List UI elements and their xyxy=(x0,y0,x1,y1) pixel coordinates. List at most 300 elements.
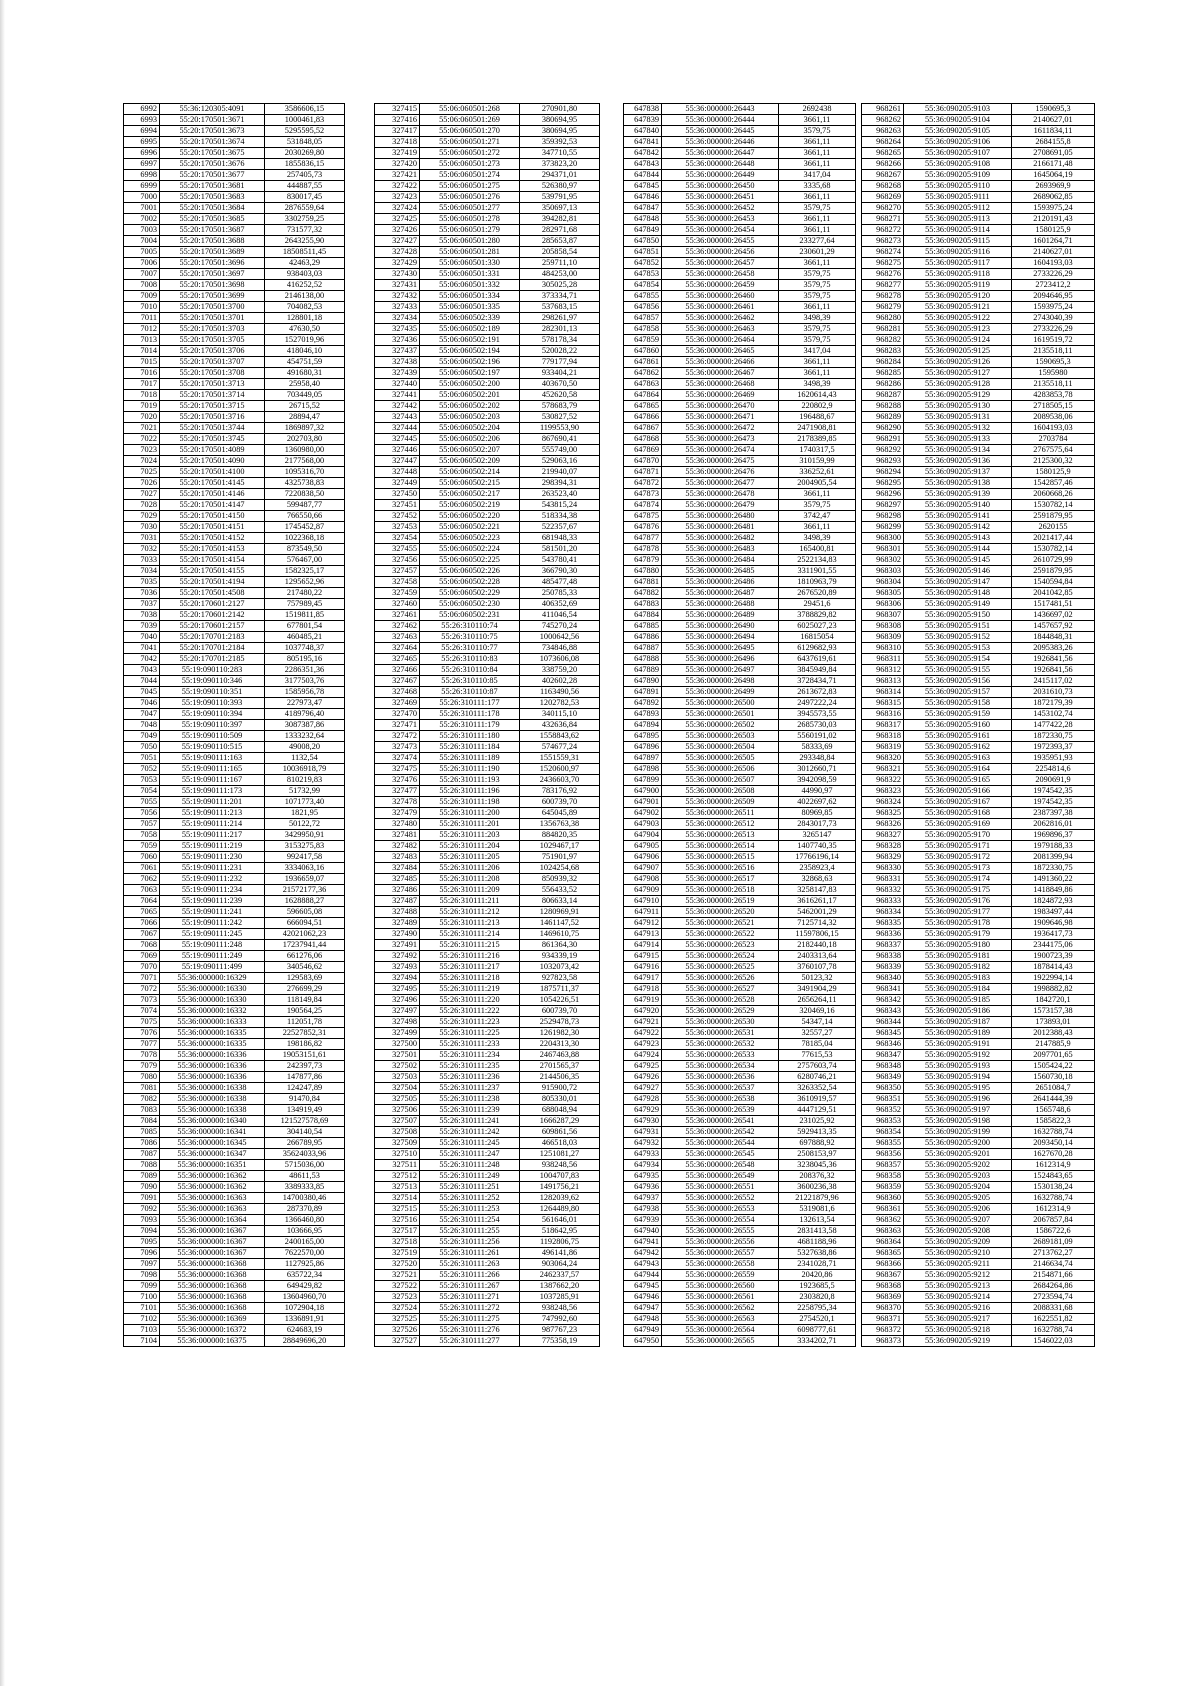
cadastral-number-cell: 55:06:060502:214 xyxy=(420,467,520,478)
row-number-cell: 647947 xyxy=(624,1303,662,1314)
row-number-cell: 968332 xyxy=(862,885,904,896)
cadastral-number-cell: 55:36:090205:9180 xyxy=(904,940,1012,951)
cadastral-number-cell: 55:36:090205:9194 xyxy=(904,1072,1012,1083)
row-number-cell: 7055 xyxy=(124,797,160,808)
table-row xyxy=(124,786,345,797)
cadastral-value-cell: 2591879,95 xyxy=(1012,566,1095,577)
cadastral-number-cell: 55:36:000000:16340 xyxy=(160,1116,265,1127)
cadastral-number-cell: 55:19:090110:351 xyxy=(160,687,265,698)
table-row xyxy=(624,280,856,291)
cadastral-value-cell: 2467463,88 xyxy=(520,1050,600,1061)
table-row xyxy=(624,478,856,489)
cadastral-value-cell: 373823,20 xyxy=(520,159,600,170)
cadastral-value-cell: 2012388,43 xyxy=(1012,1028,1095,1039)
cadastral-value-cell: 731577,32 xyxy=(265,225,345,236)
cadastral-number-cell: 55:36:000000:26455 xyxy=(662,236,779,247)
cadastral-value-cell: 42463,29 xyxy=(265,258,345,269)
row-number-cell: 327455 xyxy=(375,544,420,555)
cadastral-number-cell: 55:36:000000:26560 xyxy=(662,1281,779,1292)
row-number-cell: 968324 xyxy=(862,797,904,808)
row-number-cell: 7094 xyxy=(124,1226,160,1237)
cadastral-number-cell: 55:36:090205:9132 xyxy=(904,423,1012,434)
row-number-cell: 7058 xyxy=(124,830,160,841)
cadastral-value-cell: 1972393,37 xyxy=(1012,742,1095,753)
cadastral-number-cell: 55:36:000000:26517 xyxy=(662,874,779,885)
row-number-cell: 968329 xyxy=(862,852,904,863)
cadastral-value-cell: 3258147,83 xyxy=(779,885,856,896)
table-row xyxy=(375,555,600,566)
table-row xyxy=(862,808,1095,819)
cadastral-value-cell: 2147885,9 xyxy=(1012,1039,1095,1050)
cadastral-value-cell: 3263352,54 xyxy=(779,1083,856,1094)
table-row xyxy=(624,786,856,797)
cadastral-number-cell: 55:36:000000:26486 xyxy=(662,577,779,588)
cadastral-value-cell: 7622570,00 xyxy=(265,1248,345,1259)
cadastral-value-cell: 19053151,61 xyxy=(265,1050,345,1061)
table-row xyxy=(862,1094,1095,1105)
cadastral-value-cell: 2094646,95 xyxy=(1012,291,1095,302)
row-number-cell: 647925 xyxy=(624,1061,662,1072)
table-row xyxy=(375,907,600,918)
table-row xyxy=(375,335,600,346)
table-row xyxy=(124,1039,345,1050)
cadastral-value-cell: 2286351,36 xyxy=(265,665,345,676)
table-row xyxy=(124,566,345,577)
row-number-cell: 968343 xyxy=(862,1006,904,1017)
table-row xyxy=(124,1072,345,1083)
table-row xyxy=(624,269,856,280)
cadastral-value-cell: 2254814,6 xyxy=(1012,764,1095,775)
row-number-cell: 327504 xyxy=(375,1083,420,1094)
table-row xyxy=(124,698,345,709)
table-row xyxy=(862,291,1095,302)
cadastral-value-cell: 3586606,15 xyxy=(265,104,345,115)
table-row xyxy=(624,126,856,137)
table-row xyxy=(862,577,1095,588)
cadastral-value-cell: 80969,85 xyxy=(779,808,856,819)
cadastral-value-cell: 128801,18 xyxy=(265,313,345,324)
cadastral-value-cell: 1546022,03 xyxy=(1012,1336,1095,1347)
row-number-cell: 327452 xyxy=(375,511,420,522)
cadastral-value-cell: 14700380,46 xyxy=(265,1193,345,1204)
cadastral-number-cell: 55:36:000000:26445 xyxy=(662,126,779,137)
cadastral-number-cell: 55:36:000000:26556 xyxy=(662,1237,779,1248)
table-row xyxy=(624,467,856,478)
cadastral-value-cell: 1872179,39 xyxy=(1012,698,1095,709)
table-row xyxy=(624,577,856,588)
row-number-cell: 327433 xyxy=(375,302,420,313)
cadastral-value-cell: 49008,20 xyxy=(265,742,345,753)
cadastral-number-cell: 55:36:090205:9187 xyxy=(904,1017,1012,1028)
cadastral-value-cell: 3661,11 xyxy=(779,115,856,126)
table-row xyxy=(862,456,1095,467)
table-row xyxy=(375,962,600,973)
cadastral-value-cell: 688048,94 xyxy=(520,1105,600,1116)
table-row xyxy=(124,1171,345,1182)
cadastral-value-cell: 1601264,71 xyxy=(1012,236,1095,247)
row-number-cell: 968368 xyxy=(862,1281,904,1292)
row-number-cell: 327500 xyxy=(375,1039,420,1050)
cadastral-value-cell: 230601,29 xyxy=(779,247,856,258)
cadastral-number-cell: 55:36:090205:9128 xyxy=(904,379,1012,390)
row-number-cell: 968358 xyxy=(862,1171,904,1182)
cadastral-number-cell: 55:36:000000:16338 xyxy=(160,1105,265,1116)
table-row xyxy=(124,797,345,808)
table-row xyxy=(862,731,1095,742)
cadastral-number-cell: 55:36:090205:9118 xyxy=(904,269,1012,280)
cadastral-value-cell: 2146138,00 xyxy=(265,291,345,302)
cadastral-value-cell: 938248,56 xyxy=(520,1160,600,1171)
cadastral-number-cell: 55:36:000000:16369 xyxy=(160,1314,265,1325)
table-row xyxy=(862,632,1095,643)
cadastral-number-cell: 55:36:000000:26477 xyxy=(662,478,779,489)
cadastral-number-cell: 55:36:090205:9144 xyxy=(904,544,1012,555)
cadastral-number-cell: 55:36:000000:26453 xyxy=(662,214,779,225)
cadastral-number-cell: 55:26:310111:220 xyxy=(420,995,520,1006)
cadastral-value-cell: 2718505,15 xyxy=(1012,401,1095,412)
row-number-cell: 968371 xyxy=(862,1314,904,1325)
cadastral-value-cell: 600739,70 xyxy=(520,797,600,808)
cadastral-value-cell: 1032073,42 xyxy=(520,962,600,973)
cadastral-number-cell: 55:36:000000:26513 xyxy=(662,830,779,841)
cadastral-value-cell: 1558843,62 xyxy=(520,731,600,742)
cadastral-value-cell: 2067857,84 xyxy=(1012,1215,1095,1226)
cadastral-number-cell: 55:20:170501:3703 xyxy=(160,324,265,335)
row-number-cell: 7038 xyxy=(124,610,160,621)
row-number-cell: 647870 xyxy=(624,456,662,467)
row-number-cell: 327436 xyxy=(375,335,420,346)
row-number-cell: 327446 xyxy=(375,445,420,456)
table-row xyxy=(375,632,600,643)
cadastral-value-cell: 366790,30 xyxy=(520,566,600,577)
row-number-cell: 647856 xyxy=(624,302,662,313)
cadastral-number-cell: 55:26:310111:209 xyxy=(420,885,520,896)
table-row xyxy=(624,148,856,159)
row-number-cell: 968359 xyxy=(862,1182,904,1193)
cadastral-number-cell: 55:20:170501:4508 xyxy=(160,588,265,599)
cadastral-value-cell: 522357,67 xyxy=(520,522,600,533)
cadastral-value-cell: 757989,45 xyxy=(265,599,345,610)
cadastral-number-cell: 55:19:090111:249 xyxy=(160,951,265,962)
table-row xyxy=(375,291,600,302)
row-number-cell: 647945 xyxy=(624,1281,662,1292)
cadastral-value-cell: 44990,97 xyxy=(779,786,856,797)
table-row xyxy=(624,1017,856,1028)
table-row xyxy=(375,863,600,874)
cadastral-value-cell: 3661,11 xyxy=(779,159,856,170)
table-row xyxy=(375,1149,600,1160)
table-row xyxy=(124,522,345,533)
table-row xyxy=(124,181,345,192)
table-row xyxy=(862,148,1095,159)
row-number-cell: 7019 xyxy=(124,401,160,412)
cadastral-number-cell: 55:36:000000:26544 xyxy=(662,1138,779,1149)
cadastral-number-cell: 55:36:000000:26558 xyxy=(662,1259,779,1270)
row-number-cell: 647916 xyxy=(624,962,662,973)
row-number-cell: 968282 xyxy=(862,335,904,346)
cadastral-value-cell: 2387397,38 xyxy=(1012,808,1095,819)
row-number-cell: 327474 xyxy=(375,753,420,764)
row-number-cell: 327441 xyxy=(375,390,420,401)
cadastral-number-cell: 55:36:000000:26529 xyxy=(662,1006,779,1017)
row-number-cell: 647849 xyxy=(624,225,662,236)
table-row xyxy=(124,214,345,225)
table-row xyxy=(624,1061,856,1072)
row-number-cell: 7049 xyxy=(124,731,160,742)
table-row xyxy=(862,918,1095,929)
table-row xyxy=(624,1083,856,1094)
row-number-cell: 7082 xyxy=(124,1094,160,1105)
cadastral-value-cell: 2089538,06 xyxy=(1012,412,1095,423)
cadastral-value-cell: 1983497,44 xyxy=(1012,907,1095,918)
cadastral-number-cell: 55:36:000000:26443 xyxy=(662,104,779,115)
row-number-cell: 647850 xyxy=(624,236,662,247)
row-number-cell: 327511 xyxy=(375,1160,420,1171)
cadastral-number-cell: 55:36:000000:16333 xyxy=(160,1017,265,1028)
cadastral-value-cell: 2613672,83 xyxy=(779,687,856,698)
cadastral-number-cell: 55:36:090205:9218 xyxy=(904,1325,1012,1336)
row-number-cell: 647920 xyxy=(624,1006,662,1017)
cadastral-number-cell: 55:36:000000:26451 xyxy=(662,192,779,203)
row-number-cell: 647896 xyxy=(624,742,662,753)
cadastral-value-cell: 1740317,5 xyxy=(779,445,856,456)
row-number-cell: 968278 xyxy=(862,291,904,302)
table-row xyxy=(862,1083,1095,1094)
table-row xyxy=(375,1303,600,1314)
cadastral-value-cell: 1024254,68 xyxy=(520,863,600,874)
row-number-cell: 968356 xyxy=(862,1149,904,1160)
table-row xyxy=(862,753,1095,764)
row-number-cell: 647941 xyxy=(624,1237,662,1248)
row-number-cell: 647940 xyxy=(624,1226,662,1237)
row-number-cell: 7064 xyxy=(124,896,160,907)
row-number-cell: 647915 xyxy=(624,951,662,962)
cadastral-number-cell: 55:26:310111:253 xyxy=(420,1204,520,1215)
row-number-cell: 968335 xyxy=(862,918,904,929)
cadastral-value-cell: 2703784 xyxy=(1012,434,1095,445)
table-row xyxy=(124,588,345,599)
row-number-cell: 968313 xyxy=(862,676,904,687)
table-row xyxy=(124,104,345,115)
row-number-cell: 647930 xyxy=(624,1116,662,1127)
row-number-cell: 647948 xyxy=(624,1314,662,1325)
row-number-cell: 7008 xyxy=(124,280,160,291)
table-row xyxy=(624,401,856,412)
cadastral-value-cell: 2723594,74 xyxy=(1012,1292,1095,1303)
row-number-cell: 7087 xyxy=(124,1149,160,1160)
row-number-cell: 647887 xyxy=(624,643,662,654)
table-row xyxy=(624,104,856,115)
cadastral-value-cell: 202703,80 xyxy=(265,434,345,445)
table-row xyxy=(124,1094,345,1105)
table-row xyxy=(124,511,345,522)
table-row xyxy=(124,643,345,654)
row-number-cell: 327435 xyxy=(375,324,420,335)
cadastral-value-cell: 2733226,29 xyxy=(1012,324,1095,335)
cadastral-number-cell: 55:06:060502:215 xyxy=(420,478,520,489)
cadastral-number-cell: 55:36:000000:26507 xyxy=(662,775,779,786)
cadastral-number-cell: 55:36:090205:9160 xyxy=(904,720,1012,731)
cadastral-value-cell: 677801,54 xyxy=(265,621,345,632)
table-row xyxy=(862,1226,1095,1237)
cadastral-number-cell: 55:36:090205:9124 xyxy=(904,335,1012,346)
table-row xyxy=(862,1215,1095,1226)
cadastral-value-cell: 1590695,3 xyxy=(1012,357,1095,368)
table-row xyxy=(124,115,345,126)
cadastral-number-cell: 55:26:310111:213 xyxy=(420,918,520,929)
cadastral-number-cell: 55:36:000000:26489 xyxy=(662,610,779,621)
cadastral-value-cell: 350697,13 xyxy=(520,203,600,214)
row-number-cell: 647877 xyxy=(624,533,662,544)
table-row xyxy=(124,940,345,951)
row-number-cell: 968325 xyxy=(862,808,904,819)
table-row xyxy=(862,819,1095,830)
table-row xyxy=(862,379,1095,390)
cadastral-number-cell: 55:36:090205:9119 xyxy=(904,280,1012,291)
table-row xyxy=(124,1237,345,1248)
table-row xyxy=(124,1028,345,1039)
cadastral-number-cell: 55:06:060501:279 xyxy=(420,225,520,236)
cadastral-number-cell: 55:36:090205:9171 xyxy=(904,841,1012,852)
cadastral-value-cell: 703449,05 xyxy=(265,390,345,401)
row-number-cell: 7052 xyxy=(124,764,160,775)
cadastral-number-cell: 55:20:170501:3697 xyxy=(160,269,265,280)
row-number-cell: 327421 xyxy=(375,170,420,181)
table-row xyxy=(862,1193,1095,1204)
table-row xyxy=(862,1270,1095,1281)
row-number-cell: 7081 xyxy=(124,1083,160,1094)
cadastral-number-cell: 55:19:090110:393 xyxy=(160,698,265,709)
cadastral-value-cell: 5715036,00 xyxy=(265,1160,345,1171)
cadastral-number-cell: 55:36:090205:9104 xyxy=(904,115,1012,126)
row-number-cell: 7062 xyxy=(124,874,160,885)
cadastral-number-cell: 55:26:310111:249 xyxy=(420,1171,520,1182)
cadastral-number-cell: 55:36:090205:9156 xyxy=(904,676,1012,687)
table-row xyxy=(624,1072,856,1083)
row-number-cell: 647878 xyxy=(624,544,662,555)
cadastral-number-cell: 55:19:090111:245 xyxy=(160,929,265,940)
cadastral-number-cell: 55:26:310110:75 xyxy=(420,632,520,643)
cadastral-number-cell: 55:06:060501:273 xyxy=(420,159,520,170)
table-row xyxy=(624,654,856,665)
cadastral-number-cell: 55:36:090205:9125 xyxy=(904,346,1012,357)
cadastral-value-cell: 444887,55 xyxy=(265,181,345,192)
table-row xyxy=(375,1292,600,1303)
cadastral-value-cell: 7220838,50 xyxy=(265,489,345,500)
cadastral-value-cell: 402602,28 xyxy=(520,676,600,687)
table-row xyxy=(124,665,345,676)
cadastral-number-cell: 55:06:060501:268 xyxy=(420,104,520,115)
table-row xyxy=(124,456,345,467)
row-number-cell: 327489 xyxy=(375,918,420,929)
table-row xyxy=(375,1270,600,1281)
row-number-cell: 968350 xyxy=(862,1083,904,1094)
row-number-cell: 968347 xyxy=(862,1050,904,1061)
row-number-cell: 968296 xyxy=(862,489,904,500)
row-number-cell: 7085 xyxy=(124,1127,160,1138)
table-row xyxy=(124,302,345,313)
table-row xyxy=(124,841,345,852)
table-row xyxy=(862,258,1095,269)
row-number-cell: 7004 xyxy=(124,236,160,247)
row-number-cell: 7051 xyxy=(124,753,160,764)
cadastral-value-cell: 1469610,75 xyxy=(520,929,600,940)
table-row xyxy=(375,346,600,357)
cadastral-value-cell: 3417,04 xyxy=(779,170,856,181)
row-number-cell: 7012 xyxy=(124,324,160,335)
cadastral-value-cell: 1251081,27 xyxy=(520,1149,600,1160)
cadastral-number-cell: 55:36:090205:9165 xyxy=(904,775,1012,786)
row-number-cell: 647843 xyxy=(624,159,662,170)
cadastral-value-cell: 1127925,86 xyxy=(265,1259,345,1270)
cadastral-number-cell: 55:26:310111:193 xyxy=(420,775,520,786)
cadastral-value-cell: 596605,08 xyxy=(265,907,345,918)
row-number-cell: 968349 xyxy=(862,1072,904,1083)
cadastral-number-cell: 55:36:090205:9217 xyxy=(904,1314,1012,1325)
cadastral-number-cell: 55:36:000000:16330 xyxy=(160,995,265,1006)
table-row xyxy=(124,1017,345,1028)
row-number-cell: 7029 xyxy=(124,511,160,522)
cadastral-value-cell: 1530138,24 xyxy=(1012,1182,1095,1193)
cadastral-number-cell: 55:20:170501:4151 xyxy=(160,522,265,533)
cadastral-number-cell: 55:19:090111:163 xyxy=(160,753,265,764)
row-number-cell: 327503 xyxy=(375,1072,420,1083)
cadastral-number-cell: 55:36:000000:26564 xyxy=(662,1325,779,1336)
cadastral-value-cell: 1560730,18 xyxy=(1012,1072,1095,1083)
cadastral-number-cell: 55:36:000000:26484 xyxy=(662,555,779,566)
row-number-cell: 968264 xyxy=(862,137,904,148)
row-number-cell: 327463 xyxy=(375,632,420,643)
cadastral-value-cell: 263523,40 xyxy=(520,489,600,500)
table-row xyxy=(862,533,1095,544)
cadastral-value-cell: 3334063,16 xyxy=(265,863,345,874)
cadastral-number-cell: 55:36:000000:26503 xyxy=(662,731,779,742)
cadastral-value-cell: 2641444,39 xyxy=(1012,1094,1095,1105)
row-number-cell: 327461 xyxy=(375,610,420,621)
table-row xyxy=(375,170,600,181)
cadastral-number-cell: 55:36:000000:16367 xyxy=(160,1226,265,1237)
table-row xyxy=(624,236,856,247)
cadastral-number-cell: 55:06:060501:275 xyxy=(420,181,520,192)
cadastral-number-cell: 55:19:090111:248 xyxy=(160,940,265,951)
cadastral-number-cell: 55:26:310111:203 xyxy=(420,830,520,841)
cadastral-value-cell: 2258795,34 xyxy=(779,1303,856,1314)
cadastral-value-cell: 11597806,15 xyxy=(779,929,856,940)
table-row xyxy=(124,269,345,280)
cadastral-value-cell: 2135518,11 xyxy=(1012,379,1095,390)
cadastral-number-cell: 55:36:090205:9219 xyxy=(904,1336,1012,1347)
table-row xyxy=(375,676,600,687)
table-row xyxy=(624,302,856,313)
cadastral-value-cell: 1855836,15 xyxy=(265,159,345,170)
row-number-cell: 647911 xyxy=(624,907,662,918)
row-number-cell: 968286 xyxy=(862,379,904,390)
row-number-cell: 327454 xyxy=(375,533,420,544)
cadastral-number-cell: 55:06:060502:225 xyxy=(420,555,520,566)
table-row xyxy=(862,698,1095,709)
cadastral-value-cell: 3238045,36 xyxy=(779,1160,856,1171)
row-number-cell: 327420 xyxy=(375,159,420,170)
row-number-cell: 968307 xyxy=(862,610,904,621)
table-row xyxy=(624,346,856,357)
table-row xyxy=(124,918,345,929)
scan-edge-shadow xyxy=(0,0,5,1686)
cadastral-number-cell: 55:36:000000:26516 xyxy=(662,863,779,874)
cadastral-value-cell: 2166171,48 xyxy=(1012,159,1095,170)
row-number-cell: 7000 xyxy=(124,192,160,203)
row-number-cell: 968283 xyxy=(862,346,904,357)
table-row xyxy=(624,247,856,258)
